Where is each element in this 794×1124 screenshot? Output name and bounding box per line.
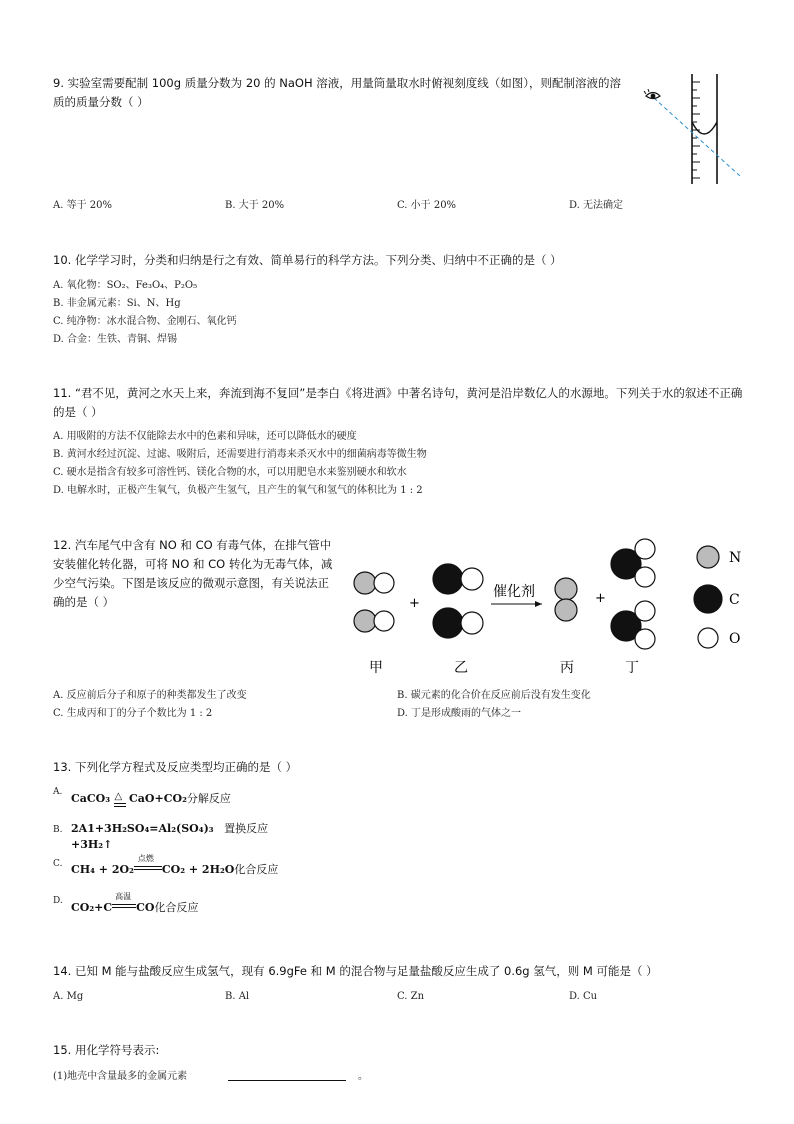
q13-a-product: CaO+CO₂: [129, 792, 187, 805]
q13-d-right: CO: [136, 901, 155, 914]
q13-c-right: CO₂ + 2H₂O: [161, 863, 235, 876]
q10-option-c: C. 纯净物：冰水混合物、金刚石、氧化钙: [53, 316, 237, 327]
q10-option-d: D. 合金：生铁、青铜、焊锡: [53, 334, 178, 345]
q9-stem: 9. 实验室需要配制 100g 质量分数为 20 的 NaOH 溶液，用量筒量取水时俯视刻度线（如图），则配制溶液的溶质的质量分数（ ）: [53, 76, 622, 109]
q13-stem: 13. 下列化学方程式及反应类型均正确的是（ ）: [53, 760, 298, 774]
q13-letter-b: B.: [53, 825, 63, 835]
q10-stem: 10. 化学学习时，分类和归纳是行之有效、简单易行的科学方法。下列分类、归纳中不正确的是（ ）: [53, 253, 562, 267]
q9-cylinder-figure: [640, 74, 744, 186]
q14-option-d: D. Cu: [569, 991, 598, 1002]
q11-option-b: B. 黄河水经过沉淀、过滤、吸附后，还需要进行消毒来杀灭水中的细菌病毒等微生物: [53, 449, 427, 460]
q10-option-a: A. 氧化物：SO₂、Fe₃O₄、P₂O₅: [53, 280, 198, 291]
q13-b-line2-text: +3H₂↑: [71, 838, 113, 851]
q13-letter-a: A.: [53, 787, 63, 797]
label-yi: 乙: [454, 660, 468, 676]
q13-b-line1: 2A1+3H₂SO₄=Al₂(SO₄)₃: [71, 822, 214, 835]
q13-c-left: CH₄ + 2O₂: [71, 863, 134, 876]
q12-option-c: C. 生成丙和丁的分子个数比为 1 : 2: [53, 708, 213, 719]
q13-b-type: 置换反应: [224, 822, 269, 835]
q14-option-a: A. Mg: [53, 991, 84, 1002]
q15-sub1: (1)地壳中含量最多的金属元素: [53, 1071, 188, 1082]
q13-letter-d: D.: [53, 896, 63, 906]
q13-d-left: CO₂+C: [71, 901, 113, 914]
q13-d-type: 化合反应: [154, 901, 199, 914]
q13-a-reactant: CaCO₃: [71, 792, 111, 805]
eye-icon: [644, 89, 660, 99]
q12-option-a: A. 反应前后分子和原子的种类都发生了改变: [53, 690, 247, 701]
label-bing: 丙: [560, 660, 574, 676]
q13-c-type: 化合反应: [234, 863, 279, 876]
catalyst-label: 催化剂: [493, 584, 535, 600]
q14-stem: 14. 已知 M 能与盐酸反应生成氢气，现有 6.9gFe 和 M 的混合物与足量盐酸反应生成了 0.6g 氢气，则 M 可能是（ ）: [53, 964, 658, 978]
q15-answer-blank[interactable]: [228, 1080, 346, 1081]
q13-eq-b: [71, 820, 268, 836]
label-jia: 甲: [369, 660, 383, 676]
q15-stem: 15. 用化学符号表示:: [53, 1043, 160, 1057]
q9-option-c: C. 小于 20%: [397, 200, 457, 211]
legend-c: C: [729, 592, 740, 608]
q13-eq-a: [71, 790, 231, 806]
heat-symbol: △: [114, 791, 123, 802]
q12-option-b: B. 碳元素的化合价在反应前后没有发生变化: [397, 690, 591, 701]
q14-option-c: C. Zn: [397, 991, 425, 1002]
q9-option-a: A. 等于 20%: [53, 200, 112, 211]
q12-option-d: D. 丁是形成酸雨的气体之一: [397, 708, 522, 719]
q9-option-b: B. 大于 20%: [225, 200, 285, 211]
q11-option-c: C. 硬水是指含有较多可溶性钙、镁化合物的水，可以用肥皂水来鉴别硬水和软水: [53, 467, 407, 478]
q9-option-d: D. 无法确定: [569, 200, 624, 211]
q11-option-d: D. 电解水时，正极产生氧气，负极产生氢气，且产生的氧气和氢气的体积比为 1 : 2: [53, 485, 423, 496]
q12-stem: 12. 汽车尾气中含有 NO 和 CO 有毒气体，在排气管中安装催化转化器，可将 NO 和 CO 转化为无毒气体，减少空气污染。下图是该反应的微观示意图，有关说法正确的是（ ）: [53, 538, 333, 609]
plus-sign-2: +: [595, 591, 606, 606]
q13-letter-c: C.: [53, 859, 63, 869]
q13-d-cond: 高温: [115, 892, 132, 901]
q13-eq-c: [71, 854, 279, 877]
q10-option-b: B. 非金属元素：Si、N、Hg: [53, 298, 181, 309]
legend-n: N: [729, 550, 742, 566]
plus-sign-1: +: [409, 596, 420, 611]
q13-b-line2: [71, 838, 112, 851]
q14-option-b: B. Al: [225, 991, 250, 1002]
q11-stem: 11. “君不见，黄河之水天上来，奔流到海不复回”是李白《将进酒》中著名诗句，黄河是沿岸数亿人的水源地。下列关于水的叙述不正确的是（ ）: [53, 386, 743, 419]
q15-sub1-end: 。: [358, 1071, 368, 1082]
label-ding: 丁: [625, 660, 639, 676]
q12-reaction-diagram: [345, 535, 755, 680]
legend-o: O: [729, 631, 741, 647]
q13-eq-d: [71, 892, 199, 915]
q13-c-cond: 点燃: [137, 854, 154, 863]
q11-option-a: A. 用吸附的方法不仅能除去水中的色素和异味，还可以降低水的硬度: [53, 431, 357, 442]
q13-a-type: 分解反应: [186, 792, 231, 805]
